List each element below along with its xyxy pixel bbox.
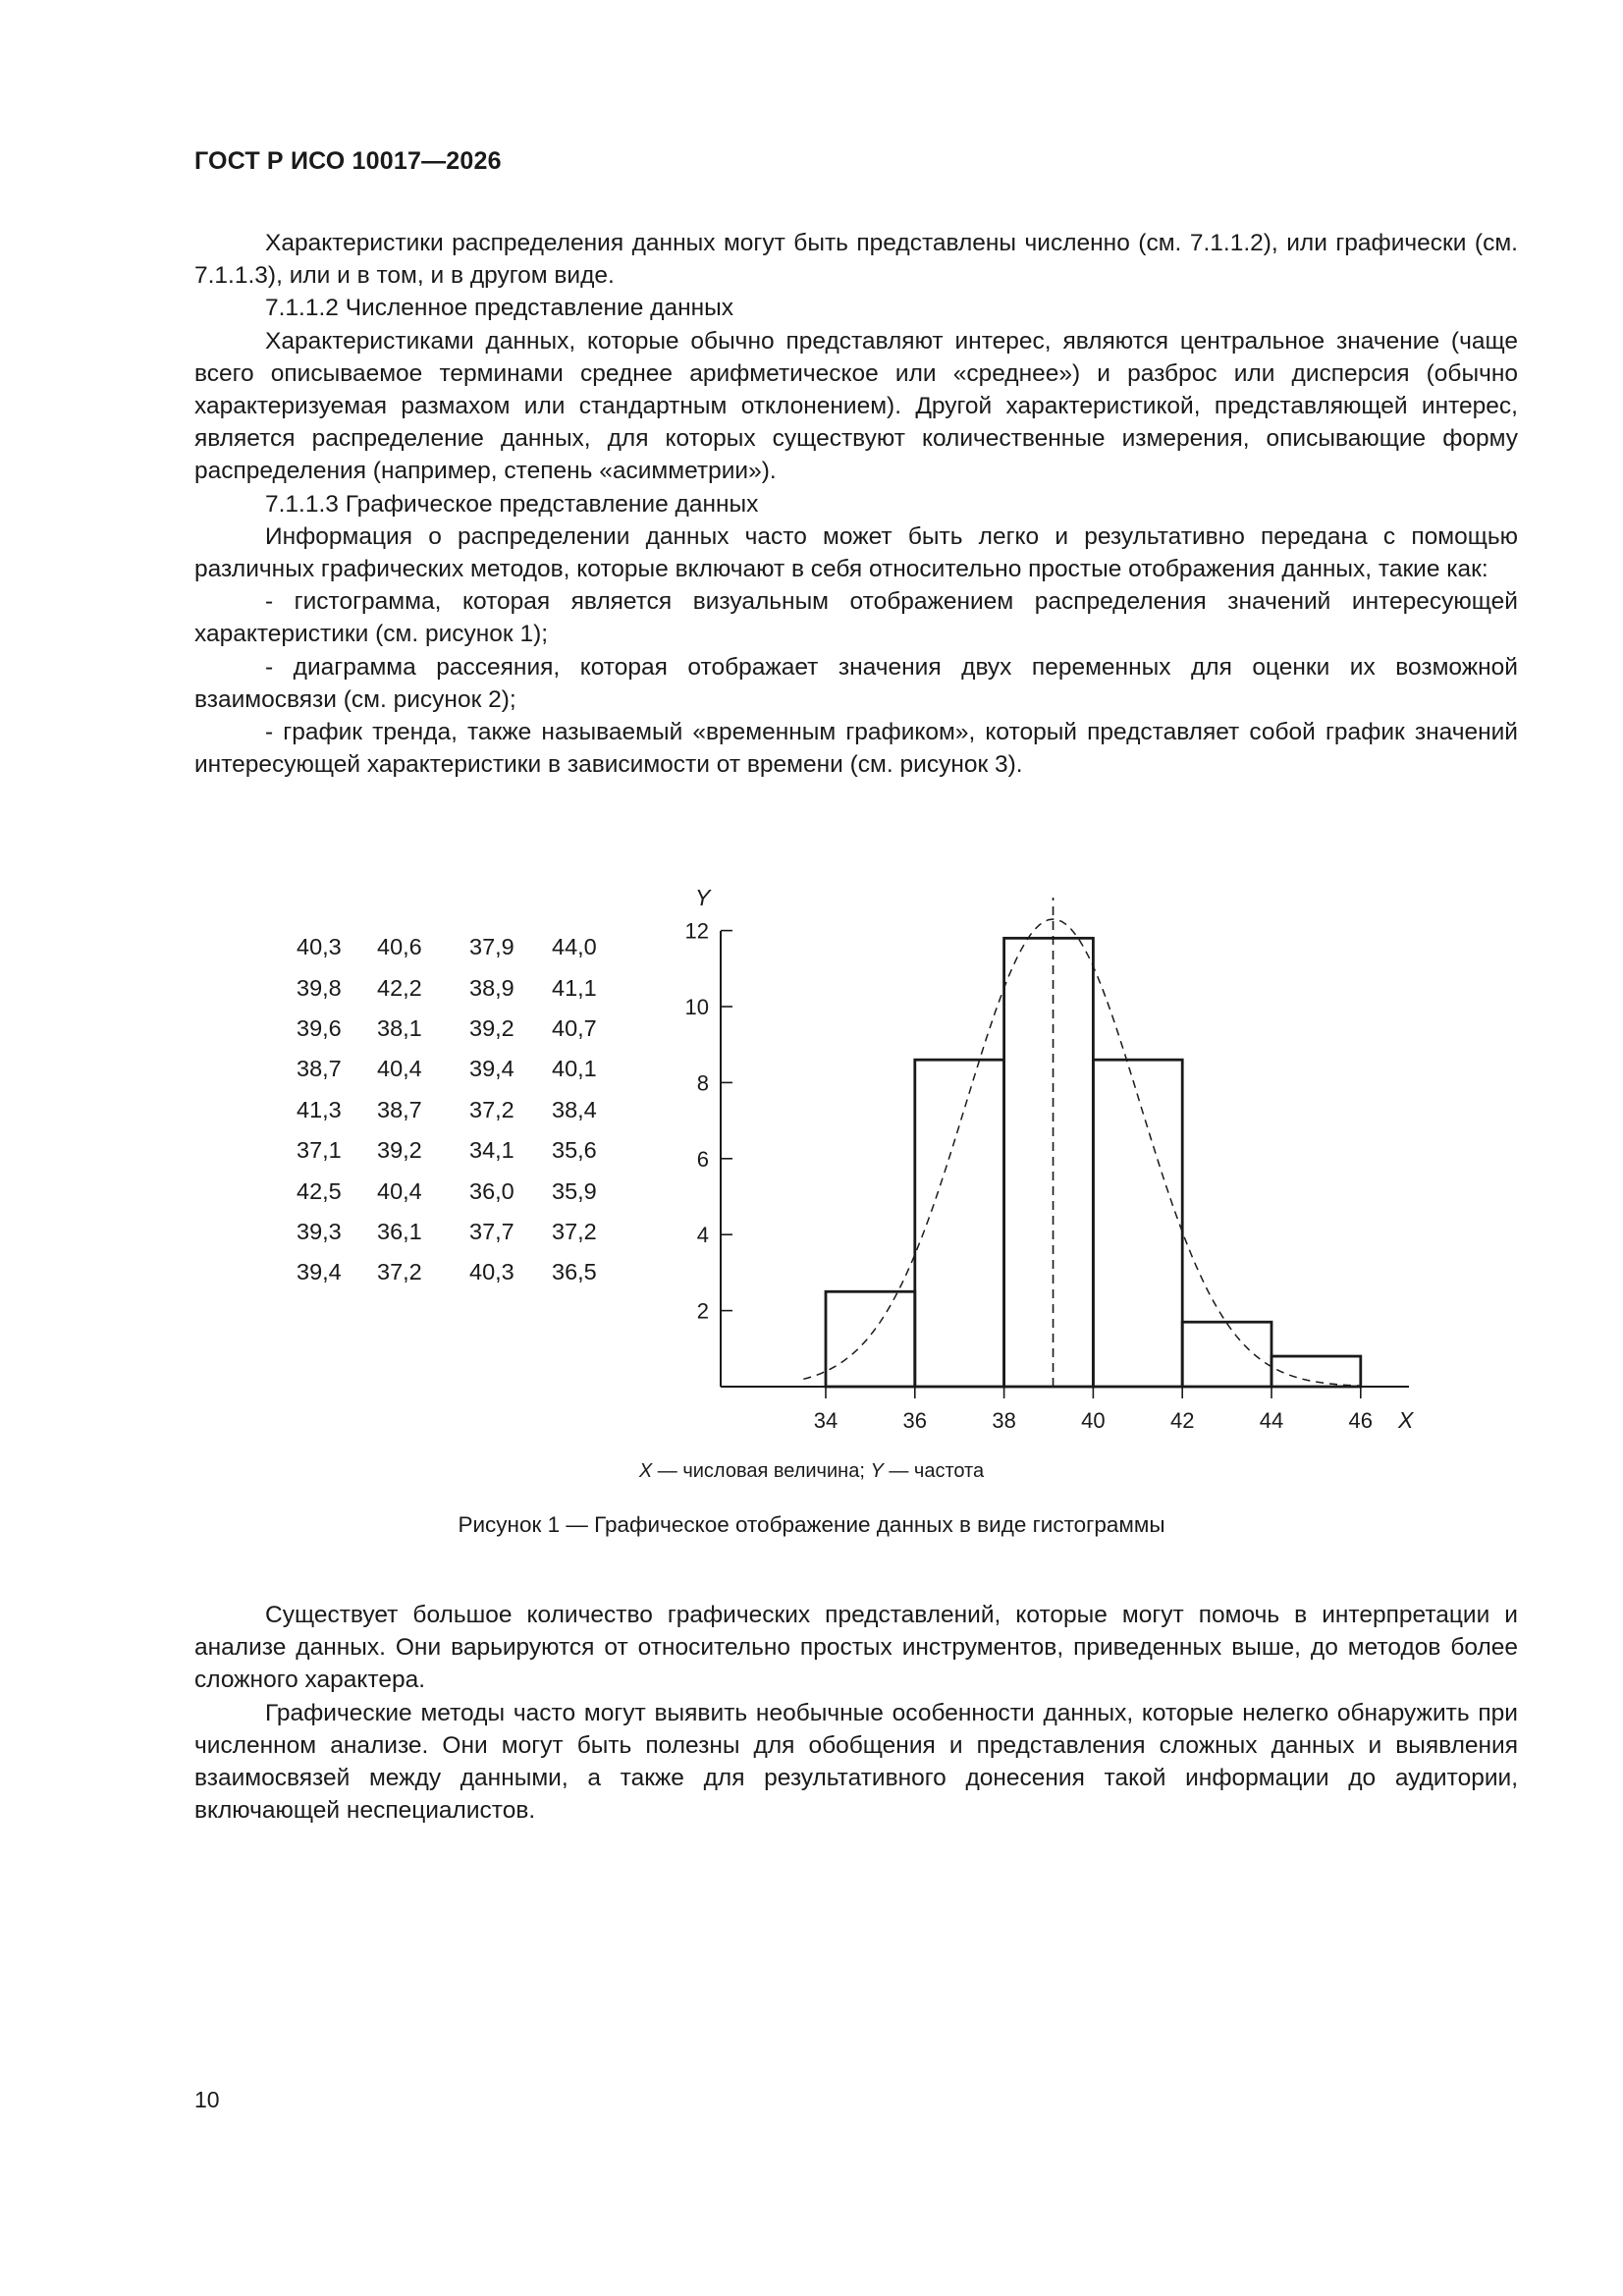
table-cell: 42,2 bbox=[377, 974, 422, 1001]
table-cell: 38,7 bbox=[377, 1096, 422, 1122]
y-tick-label: 6 bbox=[696, 1146, 709, 1172]
list-item: - гистограмма, которая является визуальным отображением распределения значений интересующей характеристики (см. рисунок 1); bbox=[194, 588, 1518, 648]
y-tick-label: 8 bbox=[696, 1070, 709, 1096]
list-item: - диаграмма рассеяния, которая отображает значения двух переменных для оценки их возможной взаимосвязи (см. рисунок 2); bbox=[194, 653, 1518, 713]
paragraph: Графические методы часто могут выявить необычные особенности данных, которые нелегко обнаружить при численном анализе. Они могут быть полезны для обобщения и представления сложных данных и выявления взаимосвязей между данными, а также для результативного донесения такой информации до аудитории, включающей неспециалистов. bbox=[194, 1699, 1518, 1825]
table-row bbox=[297, 1090, 621, 1130]
histogram-bar bbox=[826, 1291, 915, 1387]
x-tick-label: 36 bbox=[902, 1408, 928, 1433]
legend-x-text: — числовая величина; bbox=[652, 1460, 871, 1482]
legend-y-text: — частота bbox=[883, 1460, 985, 1482]
table-row bbox=[297, 1212, 621, 1252]
table-cell: 37,1 bbox=[297, 1137, 342, 1164]
page-number: 10 bbox=[194, 2087, 220, 2112]
paragraph: Характеристиками данных, которые обычно представляют интерес, являются центральное значение (чаще всего описываемое терминами среднее арифметическое или «среднее») и разброс или дисперсия (обычно характеризуемая размахом или стандартным отклонением). Другой характеристикой, представляющей интерес, является распределение данных, для которых существуют количественные измерения, описывающие форму распределения (например, степень «асимметрии»). bbox=[194, 327, 1518, 485]
table-row bbox=[297, 1171, 621, 1211]
table-row bbox=[297, 1049, 621, 1089]
table-cell: 39,2 bbox=[377, 1137, 422, 1164]
table-row bbox=[297, 1009, 621, 1049]
table-cell: 40,6 bbox=[377, 934, 422, 960]
histogram-bar bbox=[1182, 1322, 1271, 1387]
histogram-bar bbox=[915, 1060, 1004, 1387]
x-tick-label: 44 bbox=[1259, 1408, 1284, 1433]
x-tick-label: 34 bbox=[813, 1408, 839, 1433]
body-text-lower bbox=[194, 1599, 1518, 1827]
table-cell: 36,0 bbox=[469, 1177, 514, 1204]
table-cell: 35,6 bbox=[552, 1137, 597, 1164]
list-item: - график тренда, также называемый «временным графиком», который представляет собой график значений интересующей характеристики в зависимости от времени (см. рисунок 3). bbox=[194, 719, 1518, 779]
y-tick-label: 12 bbox=[684, 918, 709, 944]
table-cell: 40,3 bbox=[469, 1259, 514, 1285]
table-cell: 39,8 bbox=[297, 974, 342, 1001]
x-tick-label: 42 bbox=[1169, 1408, 1195, 1433]
table-cell: 39,4 bbox=[469, 1056, 514, 1082]
table-row bbox=[297, 967, 621, 1008]
legend-x-symbol: X bbox=[638, 1460, 653, 1482]
table-row bbox=[297, 1130, 621, 1171]
table-cell: 40,3 bbox=[297, 934, 342, 960]
figure-legend bbox=[0, 1460, 1623, 1483]
table-cell: 38,7 bbox=[297, 1056, 342, 1082]
y-tick-label: 4 bbox=[696, 1223, 709, 1248]
table-cell: 41,3 bbox=[297, 1096, 342, 1122]
table-row bbox=[297, 927, 621, 967]
paragraph: Существует большое количество графических представлений, которые могут помочь в интерпретации и анализе данных. Они варьируются от относительно простых инструментов, приведенных выше, до методов более сложного характера. bbox=[194, 1602, 1518, 1694]
y-tick-label: 2 bbox=[696, 1298, 709, 1324]
table-cell: 36,5 bbox=[552, 1259, 597, 1285]
table-cell: 38,1 bbox=[377, 1014, 422, 1041]
table-cell: 40,1 bbox=[552, 1056, 597, 1082]
figure-caption: Рисунок 1 — Графическое отображение данных в виде гистограммы bbox=[458, 1512, 1165, 1537]
x-tick-label: 40 bbox=[1081, 1408, 1106, 1433]
paragraph: Характеристики распределения данных могут быть представлены численно (см. 7.1.1.2), или графически (см. 7.1.1.3), или и в том, и в другом виде. bbox=[194, 230, 1518, 290]
table-cell: 42,5 bbox=[297, 1177, 342, 1204]
table-cell: 35,9 bbox=[552, 1177, 597, 1204]
table-row bbox=[297, 1252, 621, 1292]
y-tick-label: 10 bbox=[684, 995, 709, 1019]
table-cell: 40,7 bbox=[552, 1014, 597, 1041]
table-cell: 44,0 bbox=[552, 934, 597, 960]
paragraph: Информация о распределении данных часто может быть легко и результативно передана с помощью различных графических методов, которые включают в себя относительно простые отображения данных, такие как: bbox=[194, 522, 1518, 583]
document-header: ГОСТ Р ИСО 10017—2026 bbox=[194, 147, 502, 175]
table-cell: 39,3 bbox=[297, 1218, 342, 1244]
table-cell: 37,2 bbox=[469, 1096, 514, 1122]
table-cell: 39,4 bbox=[297, 1259, 342, 1285]
table-cell: 37,2 bbox=[377, 1259, 422, 1285]
table-cell: 37,2 bbox=[552, 1218, 597, 1244]
table-cell: 38,9 bbox=[469, 974, 514, 1001]
y-axis-label: Y bbox=[695, 885, 711, 910]
table-cell: 37,7 bbox=[469, 1218, 514, 1244]
table-cell: 40,4 bbox=[377, 1177, 422, 1204]
histogram-bar bbox=[1093, 1060, 1182, 1387]
table-cell: 40,4 bbox=[377, 1056, 422, 1082]
table-cell: 39,6 bbox=[297, 1014, 342, 1041]
histogram-bar bbox=[1004, 938, 1094, 1387]
x-axis-label: X bbox=[1398, 1407, 1414, 1433]
section-heading: 7.1.1.3 Графическое представление данных bbox=[265, 490, 759, 518]
table-cell: 34,1 bbox=[469, 1137, 514, 1164]
section-heading: 7.1.1.2 Численное представление данных bbox=[265, 295, 733, 322]
legend-y-symbol: Y bbox=[870, 1460, 884, 1482]
table-cell: 38,4 bbox=[552, 1096, 597, 1122]
data-values-table bbox=[297, 927, 621, 1293]
table-cell: 41,1 bbox=[552, 974, 597, 1001]
body-text-upper bbox=[194, 227, 1518, 781]
normal-curve bbox=[803, 919, 1361, 1386]
table-cell: 36,1 bbox=[377, 1218, 422, 1244]
table-cell: 37,9 bbox=[469, 934, 514, 960]
table-cell: 39,2 bbox=[469, 1014, 514, 1041]
x-tick-label: 46 bbox=[1348, 1408, 1374, 1433]
histogram-chart bbox=[648, 864, 1434, 1453]
x-tick-label: 38 bbox=[992, 1408, 1016, 1433]
